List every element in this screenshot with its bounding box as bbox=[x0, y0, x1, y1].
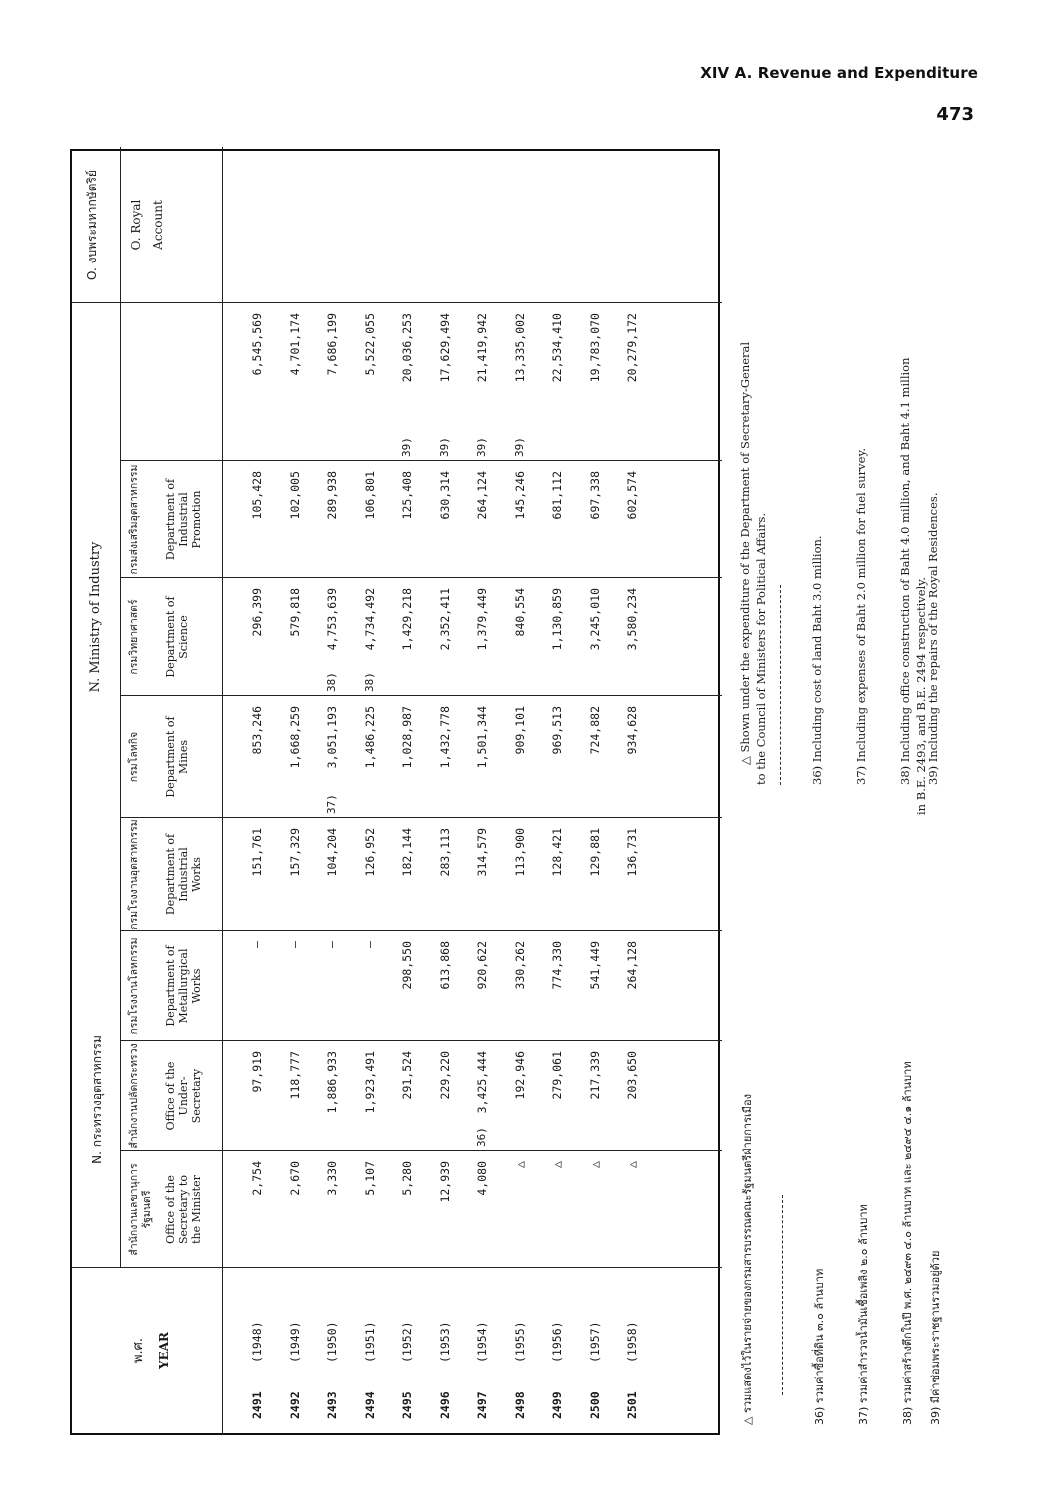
data-cell: 3,580,234 bbox=[625, 588, 639, 651]
data-cell: 5,522,055 bbox=[362, 313, 377, 376]
column-header-en: Secretary to bbox=[177, 1175, 190, 1244]
column-header-en: Secretary bbox=[190, 1068, 203, 1124]
year-ad: (1955) bbox=[512, 1321, 527, 1363]
rotated-table-block bbox=[70, 135, 970, 1435]
data-cell: 613,868 bbox=[437, 941, 452, 990]
column-header-en: Metallurgical bbox=[177, 948, 190, 1024]
data-cell: 909,101 bbox=[512, 706, 527, 755]
year-ad: (1952) bbox=[400, 1321, 414, 1363]
year-be: 2500 bbox=[587, 1391, 602, 1419]
data-cell: 920,622 bbox=[475, 941, 489, 990]
data-cell: 2,670 bbox=[287, 1161, 302, 1196]
year-ad: (1953) bbox=[437, 1321, 452, 1363]
column-header-en: Office of the bbox=[164, 1061, 177, 1131]
year-be: 2498 bbox=[512, 1391, 527, 1419]
group-o-en1: O. Royal bbox=[129, 199, 143, 251]
data-cell: 217,339 bbox=[587, 1051, 602, 1100]
year-ad: (1954) bbox=[475, 1321, 489, 1363]
year-be: 2499 bbox=[550, 1391, 564, 1419]
data-cell: 104,204 bbox=[325, 828, 339, 877]
data-cell: 192,946 bbox=[512, 1051, 527, 1100]
data-cell: 602,574 bbox=[625, 471, 639, 520]
group-n-th: N. กระทรวงอุตสาหกรรม bbox=[90, 1035, 104, 1164]
data-cell: 4,734,492 bbox=[362, 588, 377, 651]
footnote-en: 38) Including office construction of Baht 4.0 million, and Baht 4.1 million bbox=[898, 357, 912, 785]
data-cell: 20,279,172 bbox=[625, 313, 639, 383]
group-rule-o bbox=[120, 147, 121, 303]
data-cell: 291,524 bbox=[400, 1051, 414, 1100]
data-cell: 7,686,199 bbox=[325, 313, 339, 376]
column-header-th: กรมส่งเสริมอุตสาหกรรม bbox=[128, 464, 140, 575]
data-cell: 128,421 bbox=[550, 828, 564, 877]
column-header-th: สำนักงานปลัดกระทรวง bbox=[128, 1043, 140, 1149]
footnote-marker: 38) bbox=[362, 672, 376, 692]
footnote-marker: 37) bbox=[325, 794, 338, 814]
year-ad: (1948) bbox=[250, 1321, 264, 1363]
column-header-th: กรมวิทยาศาสตร์ bbox=[128, 599, 140, 675]
data-cell: 3,425,444 bbox=[475, 1051, 489, 1114]
year-be: 2497 bbox=[475, 1391, 489, 1419]
year-ad: (1949) bbox=[287, 1321, 302, 1363]
data-cell: 314,579 bbox=[475, 828, 489, 877]
data-cell: 1,886,933 bbox=[325, 1051, 339, 1114]
data-cell: 2,754 bbox=[250, 1161, 264, 1196]
data-cell: 1,668,259 bbox=[287, 706, 302, 769]
data-cell: △ bbox=[550, 1161, 564, 1168]
group-o-en2: Account bbox=[151, 200, 165, 250]
data-cell: 1,429,218 bbox=[400, 588, 414, 651]
data-cell: 630,314 bbox=[437, 471, 452, 520]
data-cell: 289,938 bbox=[325, 471, 339, 520]
column-header-en: Department of bbox=[164, 833, 177, 916]
data-cell: 579,818 bbox=[287, 588, 302, 637]
data-cell: 145,246 bbox=[512, 471, 527, 520]
data-cell: 1,923,491 bbox=[362, 1051, 377, 1114]
data-cell: 136,731 bbox=[625, 828, 639, 877]
data-cell: 1,028,987 bbox=[400, 706, 414, 769]
data-cell: 724,882 bbox=[587, 706, 602, 755]
data-cell: 283,113 bbox=[437, 828, 452, 877]
column-header-en: Promotion bbox=[190, 490, 203, 549]
footnote-marker: 38) bbox=[325, 672, 338, 692]
year-be: 2492 bbox=[287, 1391, 302, 1419]
footnote-en: △ Shown under the expenditure of the Department of Secretary-General bbox=[738, 341, 752, 765]
data-cell: — bbox=[362, 941, 377, 948]
column-header-en: Works bbox=[190, 857, 203, 892]
group-o-th: O. งบพระมหากษัตริย์ bbox=[85, 170, 99, 280]
page-number: 473 bbox=[936, 104, 974, 125]
header-bottom-rule bbox=[222, 147, 223, 1433]
data-cell: 774,330 bbox=[550, 941, 564, 990]
data-cell: △ bbox=[587, 1161, 602, 1168]
year-be: 2491 bbox=[250, 1391, 264, 1419]
column-header-en: Mines bbox=[177, 739, 190, 775]
data-cell: 5,280 bbox=[400, 1161, 414, 1196]
column-header-th: สำนักงานเลขานุการรัฐมนตรี bbox=[128, 1163, 153, 1256]
data-cell: 1,432,778 bbox=[437, 706, 452, 769]
data-cell: 330,262 bbox=[512, 941, 527, 990]
year-be: 2495 bbox=[400, 1391, 414, 1419]
data-cell: 126,952 bbox=[362, 828, 377, 877]
data-cell: 129,881 bbox=[587, 828, 602, 877]
data-cell: 203,650 bbox=[625, 1051, 639, 1100]
footnote-dash bbox=[782, 1195, 783, 1395]
footnote-en: 37) Including expenses of Baht 2.0 million for fuel survey. bbox=[854, 447, 868, 785]
footnote-marker: 36) bbox=[475, 1127, 488, 1147]
data-cell: 1,130,859 bbox=[550, 588, 564, 651]
data-cell: 279,061 bbox=[550, 1051, 564, 1100]
data-cell: 102,005 bbox=[287, 471, 302, 520]
data-cell: 264,128 bbox=[625, 941, 639, 990]
year-ad: (1950) bbox=[325, 1321, 339, 1363]
column-header-en: Office of the bbox=[164, 1175, 177, 1244]
footnote-th: 39) มีค่าซ่อมพระราชฐานรวมอยู่ด้วย bbox=[929, 1250, 942, 1425]
year-ad: (1957) bbox=[587, 1321, 602, 1363]
footnote-en: 39) Including the repairs of the Royal Residences. bbox=[926, 492, 940, 785]
footnote-marker: 39) bbox=[437, 437, 451, 457]
column-header-th: กรมโรงงานอุตสาหกรรม bbox=[128, 819, 140, 930]
data-cell: 2,352,411 bbox=[437, 588, 452, 651]
column-header-en: Department of bbox=[164, 945, 177, 1027]
footnote-th: 38) รวมค่าสร้างตึกในปี พ.ศ. ๒๔๙๓ ๔.๐ ล้านบาท และ ๒๔๙๔ ๔.๑ ล้านบาท bbox=[901, 1061, 914, 1425]
group-n-en: N. Ministry of Industry bbox=[88, 541, 103, 693]
data-cell: △ bbox=[625, 1161, 639, 1168]
footnote-th: 37) รวมค่าสำรวจน้ำมันเชื้อเพลิง ๒.๐ ล้านบาท bbox=[857, 1204, 870, 1425]
data-cell: 1,501,344 bbox=[475, 706, 489, 769]
data-cell: 4,701,174 bbox=[287, 313, 302, 376]
data-cell: 298,550 bbox=[400, 941, 414, 990]
data-cell: 853,246 bbox=[250, 706, 264, 755]
column-header-en: Works bbox=[190, 968, 203, 1004]
year-header-th: พ.ศ. bbox=[131, 1337, 146, 1364]
column-header-en: Department of bbox=[164, 716, 177, 798]
footnote-en: in B.E. 2493, and B.E. 2494 respectively. bbox=[914, 577, 928, 815]
data-cell: 681,112 bbox=[550, 471, 564, 520]
data-cell: 3,245,010 bbox=[587, 588, 602, 651]
group-rule bbox=[120, 303, 121, 1268]
year-be: 2493 bbox=[325, 1391, 339, 1419]
year-be: 2494 bbox=[362, 1391, 377, 1419]
column-header-en: Under- bbox=[177, 1076, 190, 1116]
footnote-th: △ รวมแสดงไว้ในรายจ่ายของกรมสารบรรณคณะรัฐมนตรีฝ่ายการเมือง bbox=[741, 1094, 754, 1425]
data-cell: 22,534,410 bbox=[550, 313, 564, 383]
column-header-th: กรมโลหกิจ bbox=[128, 731, 140, 783]
footnote-marker: 39) bbox=[512, 437, 526, 457]
column-header-en: Industrial bbox=[177, 492, 190, 547]
data-cell: 125,408 bbox=[400, 471, 414, 520]
data-cell: 151,761 bbox=[250, 828, 264, 877]
data-cell: 105,428 bbox=[250, 471, 264, 520]
data-cell: 4,753,639 bbox=[325, 588, 339, 651]
data-cell: 229,220 bbox=[437, 1051, 452, 1100]
data-cell: 13,335,002 bbox=[512, 313, 527, 383]
data-cell: 118,777 bbox=[287, 1051, 302, 1100]
footnote-dash bbox=[780, 585, 781, 785]
data-cell: 19,783,070 bbox=[587, 313, 602, 383]
data-cell: — bbox=[250, 941, 264, 948]
data-cell: 3,330 bbox=[325, 1161, 339, 1196]
footnote-th: 36) รวมค่าซื้อที่ดิน ๓.๐ ล้านบาท bbox=[813, 1268, 826, 1425]
data-cell: 157,329 bbox=[287, 828, 302, 877]
data-cell: 113,900 bbox=[512, 828, 527, 877]
data-cell: 1,486,225 bbox=[362, 706, 377, 769]
data-cell: 3,051,193 bbox=[325, 706, 339, 769]
data-cell: 106,801 bbox=[362, 471, 377, 520]
revenue-expenditure-table bbox=[70, 149, 720, 1435]
data-cell: 697,338 bbox=[587, 471, 602, 520]
data-cell: 182,144 bbox=[400, 828, 414, 877]
column-header-en: Department of bbox=[164, 596, 177, 678]
page-header: XIV A. Revenue and Expenditure bbox=[700, 64, 978, 82]
data-cell: 12,939 bbox=[437, 1161, 452, 1203]
data-cell: 934,628 bbox=[625, 706, 639, 755]
data-cell: 97,919 bbox=[250, 1051, 264, 1093]
data-cell: 6,545,569 bbox=[250, 313, 264, 376]
data-cell: 969,513 bbox=[550, 706, 564, 755]
data-cell: 20,036,253 bbox=[400, 313, 414, 383]
year-ad: (1958) bbox=[625, 1321, 639, 1363]
year-be: 2496 bbox=[437, 1391, 452, 1419]
footnote-marker: 39) bbox=[475, 437, 488, 457]
data-cell: 264,124 bbox=[475, 471, 489, 520]
footnote-en: to the Council of Ministers for Political Affairs. bbox=[754, 512, 768, 785]
data-cell: — bbox=[325, 941, 339, 948]
data-cell: 1,379,449 bbox=[475, 588, 489, 651]
data-cell: — bbox=[287, 941, 302, 948]
year-ad: (1956) bbox=[550, 1321, 564, 1363]
year-header-en: YEAR bbox=[157, 1332, 171, 1369]
data-cell: 541,449 bbox=[587, 941, 602, 990]
data-cell: 4,080 bbox=[475, 1161, 489, 1196]
data-cell: 5,107 bbox=[362, 1161, 377, 1196]
data-cell: 21,419,942 bbox=[475, 313, 489, 383]
column-header-th: กรมโรงงานโลหกรรม bbox=[128, 937, 140, 1035]
data-cell: 840,554 bbox=[512, 588, 527, 637]
footnote-en: 36) Including cost of land Baht 3.0 million. bbox=[810, 535, 824, 785]
year-ad: (1951) bbox=[362, 1321, 377, 1363]
footnote-marker: 39) bbox=[400, 437, 413, 457]
column-header-en: Industrial bbox=[177, 847, 190, 902]
column-header-en: Department of bbox=[164, 478, 177, 561]
data-cell: 296,399 bbox=[250, 588, 264, 637]
column-rule bbox=[72, 302, 722, 303]
year-be: 2501 bbox=[625, 1391, 639, 1419]
column-header-en: the Minister bbox=[190, 1175, 203, 1244]
column-header-en: Science bbox=[177, 615, 190, 659]
data-cell: 17,629,494 bbox=[437, 313, 452, 383]
data-cell: △ bbox=[512, 1161, 527, 1168]
